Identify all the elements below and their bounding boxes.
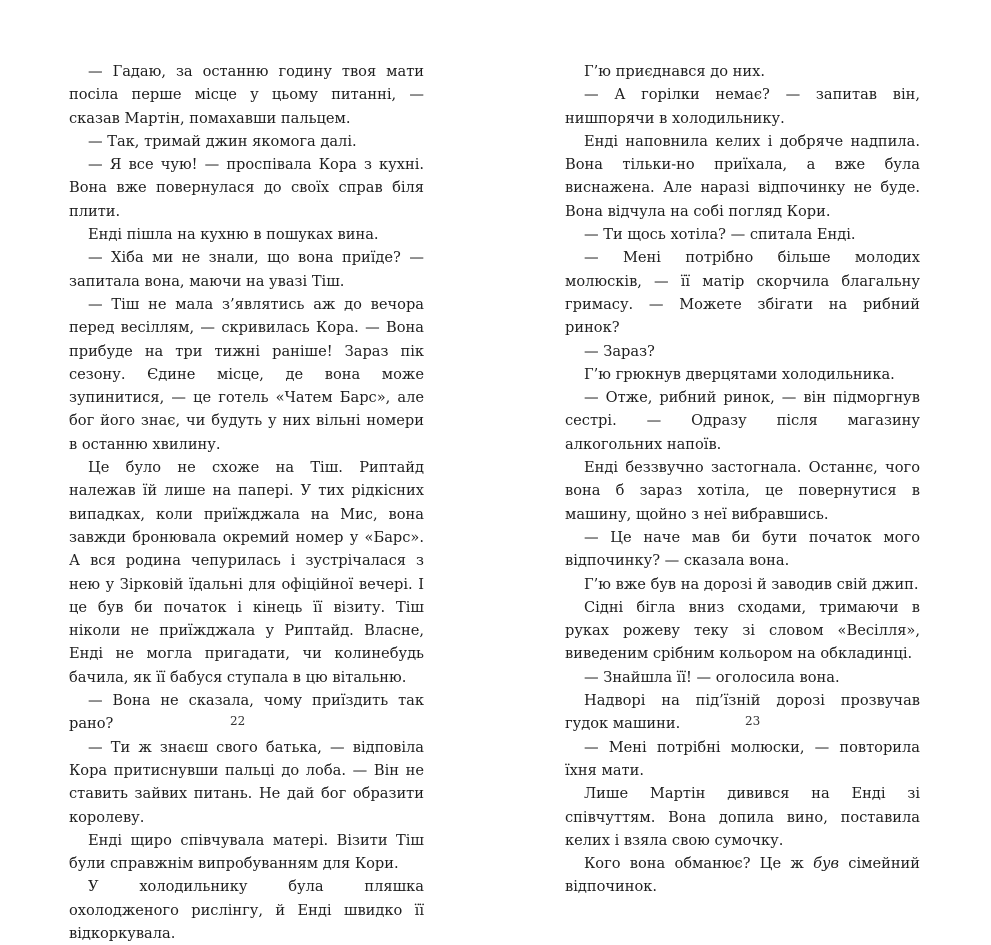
paragraph: У холодильнику була пляшка охолодженого рислінгу, й Енді швидко її відкоркувала. — [69, 878, 424, 942]
paragraph: — Так, тримай джин якомога далі. — [88, 132, 357, 150]
page-number-right: 23 — [745, 714, 761, 728]
paragraph: Г’ю грюкнув дверцятами холодильника. — [584, 365, 895, 383]
left-page-text — [69, 60, 424, 945]
paragraph: Енді беззвучно застогнала. Останнє, чого вона б зараз хотіла, це повернутися в машину, щойно з неї вибравшись. — [565, 459, 920, 523]
paragraph: — Знайшла її! — оголосила вона. — [584, 668, 840, 686]
paragraph: — Мені потрібні молюски, — повторила їхня мати. — [565, 738, 920, 779]
paragraph: Енді пішла на кухню в пошуках вина. — [88, 226, 379, 244]
paragraph: — Тіш не мала з’являтись аж до вечора перед весіллям, — скривилась Кора. — Вона прибуде на три тижні раніше! Зараз пік сезону. Єдине місце, де вона може зупинитися, — це готель «Чатем Барс», але бог його знає, чи будуть у них вільні номери в останню хвилину. — [69, 295, 424, 453]
paragraph: — Ти щось хотіла? — спитала Енді. — [584, 226, 856, 244]
paragraph: — Гадаю, за останню годину твоя мати посіла перше місце у цьому питанні, — сказав Мартін, помахавши пальцем. — [69, 63, 424, 127]
paragraph: Сідні бігла вниз сходами, тримаючи в руках рожеву теку зі словом «Весілля», виведеним срібним кольором на обкладинці. — [565, 598, 920, 663]
paragraph: Енді щиро співчувала матері. Візити Тіш були справжнім випробуванням для Кори. — [69, 831, 424, 873]
paragraph: — Отже, рибний ринок, — він підморгнув сестрі. — Одразу після магазину алкогольних напоїв. — [565, 389, 920, 453]
paragraph: Енді наповнила келих і добряче надпила. Вона тільки-но приїхала, а вже була виснажена. Але наразі відпочинку не буде. Вона відчула на собі погляд Кори. — [565, 132, 920, 220]
paragraph: — Це наче мав би бути початок мого відпочинку? — сказала вона. — [565, 528, 920, 570]
page-number-left: 22 — [230, 714, 246, 728]
right-page-text — [565, 60, 920, 899]
paragraph: Лише Мартін дивився на Енді зі співчуттям. Вона допила вино, поставила келих і взяла свою сумочку. — [565, 785, 920, 849]
paragraph: Надворі на під’їзній дорозі прозвучав гудок машини. — [565, 692, 920, 733]
paragraph: — Я все чую! — проспівала Кора з кухні. Вона вже повернулася до своїх справ біля плити. — [69, 156, 424, 220]
text-run: сімейний відпочинок. — [565, 855, 921, 896]
paragraph-last — [565, 852, 920, 899]
paragraph: — Зараз? — [584, 342, 655, 360]
paragraph: Це було не схоже на Тіш. Риптайд належав їй лише на папері. У тих рідкісних випадках, коли приїжджала на Мис, вона завжди бронювала окремий номер у «Барс». А вся родина чепурилась і зустрічалася з нею у Зірковій їдальні для офіційної вечері. І це був би початок і кінець її візиту. Тіш ніколи не приїжджала у Риптайд. Власне, Енді не могла пригадати, чи колинебудь бачила, як її бабуся ступала в цю вітальню. — [69, 459, 424, 686]
paragraph: — Ти ж знаєш свого батька, — відповіла Кора притиснувши пальці до лоба. — Він не ставить зайвих питань. Не дай бог образити королеву. — [69, 738, 424, 826]
emphasis-run: був — [813, 855, 839, 873]
paragraph: — Вона не сказала, чому приїздить так рано? — [69, 692, 424, 733]
paragraph: — Хіба ми не знали, що вона приїде? — запитала вона, маючи на увазі Тіш. — [69, 249, 424, 290]
paragraph: Г’ю приєднався до них. — [584, 63, 765, 80]
text-run: Кого вона обманює? Це ж — [584, 855, 814, 873]
paragraph: Г’ю вже був на дорозі й заводив свій джип. — [584, 575, 919, 593]
paragraph: — А горілки немає? — запитав він, нишпорячи в холодильнику. — [565, 86, 920, 127]
paragraph: — Мені потрібно більше молодих молюсків, — її матір скорчила благальну гримасу. — Можете збігати на рибний ринок? — [565, 249, 920, 337]
